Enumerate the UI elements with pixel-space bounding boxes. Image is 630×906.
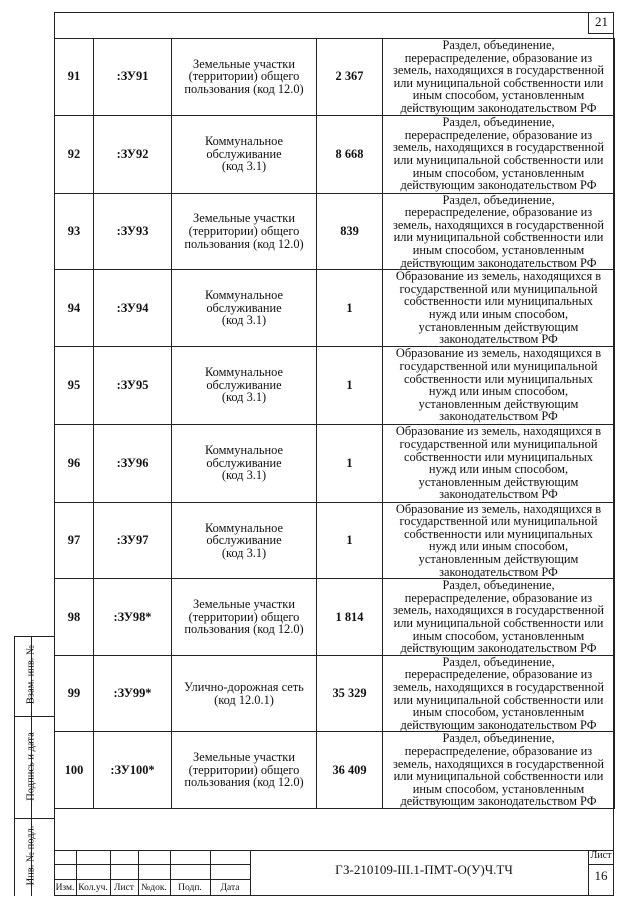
table-row <box>55 579 615 656</box>
formation-method-line: земель, находящихся в государственной <box>392 63 605 78</box>
formation-method <box>383 502 615 579</box>
formation-method-line: Образование из земель, находящихся в <box>395 269 602 284</box>
formation-method-line: перераспределение, образование из <box>404 590 593 605</box>
formation-method-line: иным способом, установленным <box>412 242 585 257</box>
formation-method-line: перераспределение, образование из <box>404 667 593 682</box>
permitted-use-line: обслуживание <box>206 300 282 315</box>
plot-designation: :ЗУ96 <box>94 424 172 502</box>
stamp-col-podp: Подп. <box>178 883 202 893</box>
plot-designation: :ЗУ99* <box>94 655 172 732</box>
formation-method-line: или муниципальной собственности или <box>393 75 604 90</box>
formation-method-line: или муниципальной собственности или <box>393 616 604 631</box>
permitted-use-line: Земельные участки <box>193 56 295 71</box>
permitted-use-line: пользования (код 12.0) <box>184 775 304 790</box>
formation-method-line: Образование из земель, находящихся в <box>395 501 602 516</box>
permitted-use-line: пользования (код 12.0) <box>184 622 304 637</box>
vzam-inv-label: Взам. инв. № <box>25 644 37 705</box>
title-block <box>54 850 614 896</box>
permitted-use-line: Земельные участки <box>193 750 295 765</box>
plot-area: 1 814 <box>317 579 383 656</box>
permitted-use-line: (код 3.1) <box>221 468 267 483</box>
sheet-label: Лист <box>590 850 612 861</box>
formation-method-line: действующим законодательством РФ <box>400 641 597 656</box>
table-row <box>55 270 615 347</box>
formation-method-line: земель, находящихся в государственной <box>392 680 605 694</box>
table-row <box>55 346 615 424</box>
formation-method <box>383 193 615 270</box>
plot-designation: :ЗУ98* <box>94 579 172 656</box>
permitted-use-line: Земельные участки <box>193 597 295 612</box>
formation-method <box>383 270 615 347</box>
formation-method-line: Образование из земель, находящихся в <box>395 424 602 439</box>
row-number: 97 <box>55 502 94 579</box>
permitted-use-line: Улично-дорожная сеть <box>184 680 304 694</box>
formation-method <box>383 424 615 502</box>
permitted-use-line: обслуживание <box>206 146 282 161</box>
formation-method-line: иным способом, установленным <box>412 705 585 720</box>
permitted-use-line: (территории) общего <box>188 224 300 239</box>
plot-area: 1 <box>317 270 383 347</box>
sheet-number: 16 <box>594 868 608 883</box>
stamp-col-list: Лист <box>114 883 134 893</box>
plot-designation: :ЗУ92 <box>94 115 172 193</box>
formation-method-line: законодательством РФ <box>439 564 558 579</box>
table-row <box>55 39 615 116</box>
permitted-use <box>172 502 317 579</box>
inv-podl-label: Инв. № подл. <box>25 825 37 886</box>
land-plots-table <box>54 38 615 809</box>
permitted-use <box>172 655 317 732</box>
plot-designation: :ЗУ100* <box>94 732 172 809</box>
row-number: 92 <box>55 115 94 193</box>
permitted-use <box>172 732 317 809</box>
plot-area: 1 <box>317 502 383 579</box>
formation-method-line: законодательством РФ <box>439 409 558 424</box>
formation-method-line: иным способом, установленным <box>412 628 585 643</box>
permitted-use-line: обслуживание <box>206 377 282 392</box>
formation-method-line: земель, находящихся в государственной <box>392 140 605 155</box>
plot-designation: :ЗУ94 <box>94 270 172 347</box>
table-row <box>55 655 615 732</box>
page-number: 21 <box>588 12 614 34</box>
document-code: ГЗ-210109-III.1-ПМТ-О(У)Ч.ТЧ <box>335 862 513 877</box>
plot-designation: :ЗУ97 <box>94 502 172 579</box>
formation-method <box>383 39 615 116</box>
permitted-use-line: (код 3.1) <box>221 545 267 560</box>
table-row <box>55 193 615 270</box>
plot-area: 2 367 <box>317 39 383 116</box>
plot-designation: :ЗУ91 <box>94 39 172 116</box>
formation-method-line: нужд или иным способом, <box>428 306 569 321</box>
formation-method-line: Образование из земель, находящихся в <box>395 346 602 361</box>
permitted-use-line: (территории) общего <box>188 69 300 84</box>
formation-method-line: нужд или иным способом, <box>428 462 569 477</box>
formation-method-line: собственности или муниципальных <box>404 294 593 309</box>
permitted-use-line: Земельные участки <box>193 211 295 226</box>
table-row <box>55 424 615 502</box>
permitted-use <box>172 115 317 193</box>
permitted-use-line: (территории) общего <box>188 762 300 777</box>
permitted-use <box>172 579 317 656</box>
formation-method-line: иным способом, установленным <box>412 88 585 103</box>
permitted-use <box>172 424 317 502</box>
plot-designation: :ЗУ95 <box>94 346 172 424</box>
permitted-use-line: Коммунальное <box>204 134 284 149</box>
formation-method <box>383 115 615 193</box>
formation-method-line: или муниципальной собственности или <box>393 230 604 245</box>
formation-method <box>383 655 615 732</box>
formation-method <box>383 579 615 656</box>
formation-method-line: перераспределение, образование из <box>404 127 593 142</box>
formation-method-line: Раздел, объединение, <box>442 654 555 669</box>
formation-method-line: государственной или муниципальной <box>399 514 598 529</box>
row-number: 98 <box>55 579 94 656</box>
row-number: 100 <box>55 732 94 809</box>
formation-method-line: перераспределение, образование из <box>404 743 593 758</box>
plot-area: 1 <box>317 424 383 502</box>
table-row <box>55 502 615 579</box>
permitted-use <box>172 270 317 347</box>
row-number: 94 <box>55 270 94 347</box>
formation-method-line: иным способом, установленным <box>412 165 585 180</box>
permitted-use-line: (код 12.0.1) <box>214 692 274 707</box>
permitted-use-line: Коммунальное <box>204 443 284 458</box>
row-number: 96 <box>55 424 94 502</box>
formation-method-line: действующим законодательством РФ <box>400 100 597 115</box>
formation-method-line: Раздел, объединение, <box>442 38 555 52</box>
formation-method-line: установленным действующим <box>418 319 579 334</box>
formation-method <box>383 732 615 809</box>
permitted-use-line: обслуживание <box>206 533 282 548</box>
row-number: 95 <box>55 346 94 424</box>
permitted-use-line: (территории) общего <box>188 609 300 624</box>
plot-area: 36 409 <box>317 732 383 809</box>
row-number: 99 <box>55 655 94 732</box>
formation-method-line: нужд или иным способом, <box>428 539 569 554</box>
formation-method-line: иным способом, установленным <box>412 781 585 796</box>
stamp-col-data: Дата <box>220 883 240 893</box>
formation-method-line: собственности или муниципальных <box>404 526 593 541</box>
formation-method-line: государственной или муниципальной <box>399 437 598 451</box>
formation-method-line: Раздел, объединение, <box>442 731 555 746</box>
formation-method-line: действующим законодательством РФ <box>400 178 597 193</box>
permitted-use-line: (код 3.1) <box>221 390 267 405</box>
formation-method-line: нужд или иным способом, <box>428 384 569 399</box>
formation-method-line: Раздел, объединение, <box>442 578 555 593</box>
stamp-col-kol-uch: Кол.уч. <box>78 883 108 893</box>
stamp-col-izm: Изм. <box>55 883 75 893</box>
row-number: 91 <box>55 39 94 116</box>
table-row <box>55 732 615 809</box>
permitted-use-line: обслуживание <box>206 455 282 470</box>
podpis-data-label: Подпись и дата <box>25 732 37 801</box>
formation-method-line: установленным действующим <box>418 552 579 567</box>
permitted-use-line: Коммунальное <box>204 520 284 535</box>
formation-method <box>383 346 615 424</box>
permitted-use <box>172 39 317 116</box>
stamp-col-ndok: №док. <box>141 883 167 893</box>
left-stamp-column <box>14 636 54 896</box>
table-row <box>55 115 615 193</box>
plot-area: 1 <box>317 346 383 424</box>
formation-method-line: собственности или муниципальных <box>404 371 593 386</box>
formation-method-line: земель, находящихся в государственной <box>392 603 605 618</box>
formation-method-line: или муниципальной собственности или <box>393 769 604 784</box>
formation-method-line: перераспределение, образование из <box>404 205 593 220</box>
permitted-use-line: Коммунальное <box>204 365 284 380</box>
formation-method-line: действующим законодательством РФ <box>400 255 597 270</box>
plot-designation: :ЗУ93 <box>94 193 172 270</box>
permitted-use-line: Коммунальное <box>204 288 284 303</box>
formation-method-line: Раздел, объединение, <box>442 192 555 207</box>
formation-method-line: или муниципальной собственности или <box>393 692 604 707</box>
formation-method-line: перераспределение, образование из <box>404 50 593 65</box>
formation-method-line: законодательством РФ <box>439 332 558 347</box>
plot-area: 839 <box>317 193 383 270</box>
formation-method-line: действующим законодательством РФ <box>400 717 597 732</box>
formation-method-line: земель, находящихся в государственной <box>392 756 605 771</box>
formation-method-line: Раздел, объединение, <box>442 115 555 130</box>
row-number: 93 <box>55 193 94 270</box>
formation-method-line: государственной или муниципальной <box>399 359 598 373</box>
formation-method-line: законодательством РФ <box>439 487 558 502</box>
permitted-use-line: (код 3.1) <box>221 159 267 174</box>
formation-method-line: установленным действующим <box>418 474 579 489</box>
permitted-use-line: пользования (код 12.0) <box>184 236 304 251</box>
formation-method-line: действующим законодательством РФ <box>400 794 597 809</box>
plot-area: 8 668 <box>317 115 383 193</box>
formation-method-line: собственности или муниципальных <box>404 449 593 464</box>
formation-method-line: земель, находящихся в государственной <box>392 217 605 232</box>
formation-method-line: или муниципальной собственности или <box>393 153 604 168</box>
plot-area: 35 329 <box>317 655 383 732</box>
permitted-use-line: (код 3.1) <box>221 313 267 328</box>
permitted-use <box>172 193 317 270</box>
permitted-use <box>172 346 317 424</box>
formation-method-line: государственной или муниципальной <box>399 281 598 296</box>
permitted-use-line: пользования (код 12.0) <box>184 82 304 97</box>
formation-method-line: установленным действующим <box>418 396 579 411</box>
